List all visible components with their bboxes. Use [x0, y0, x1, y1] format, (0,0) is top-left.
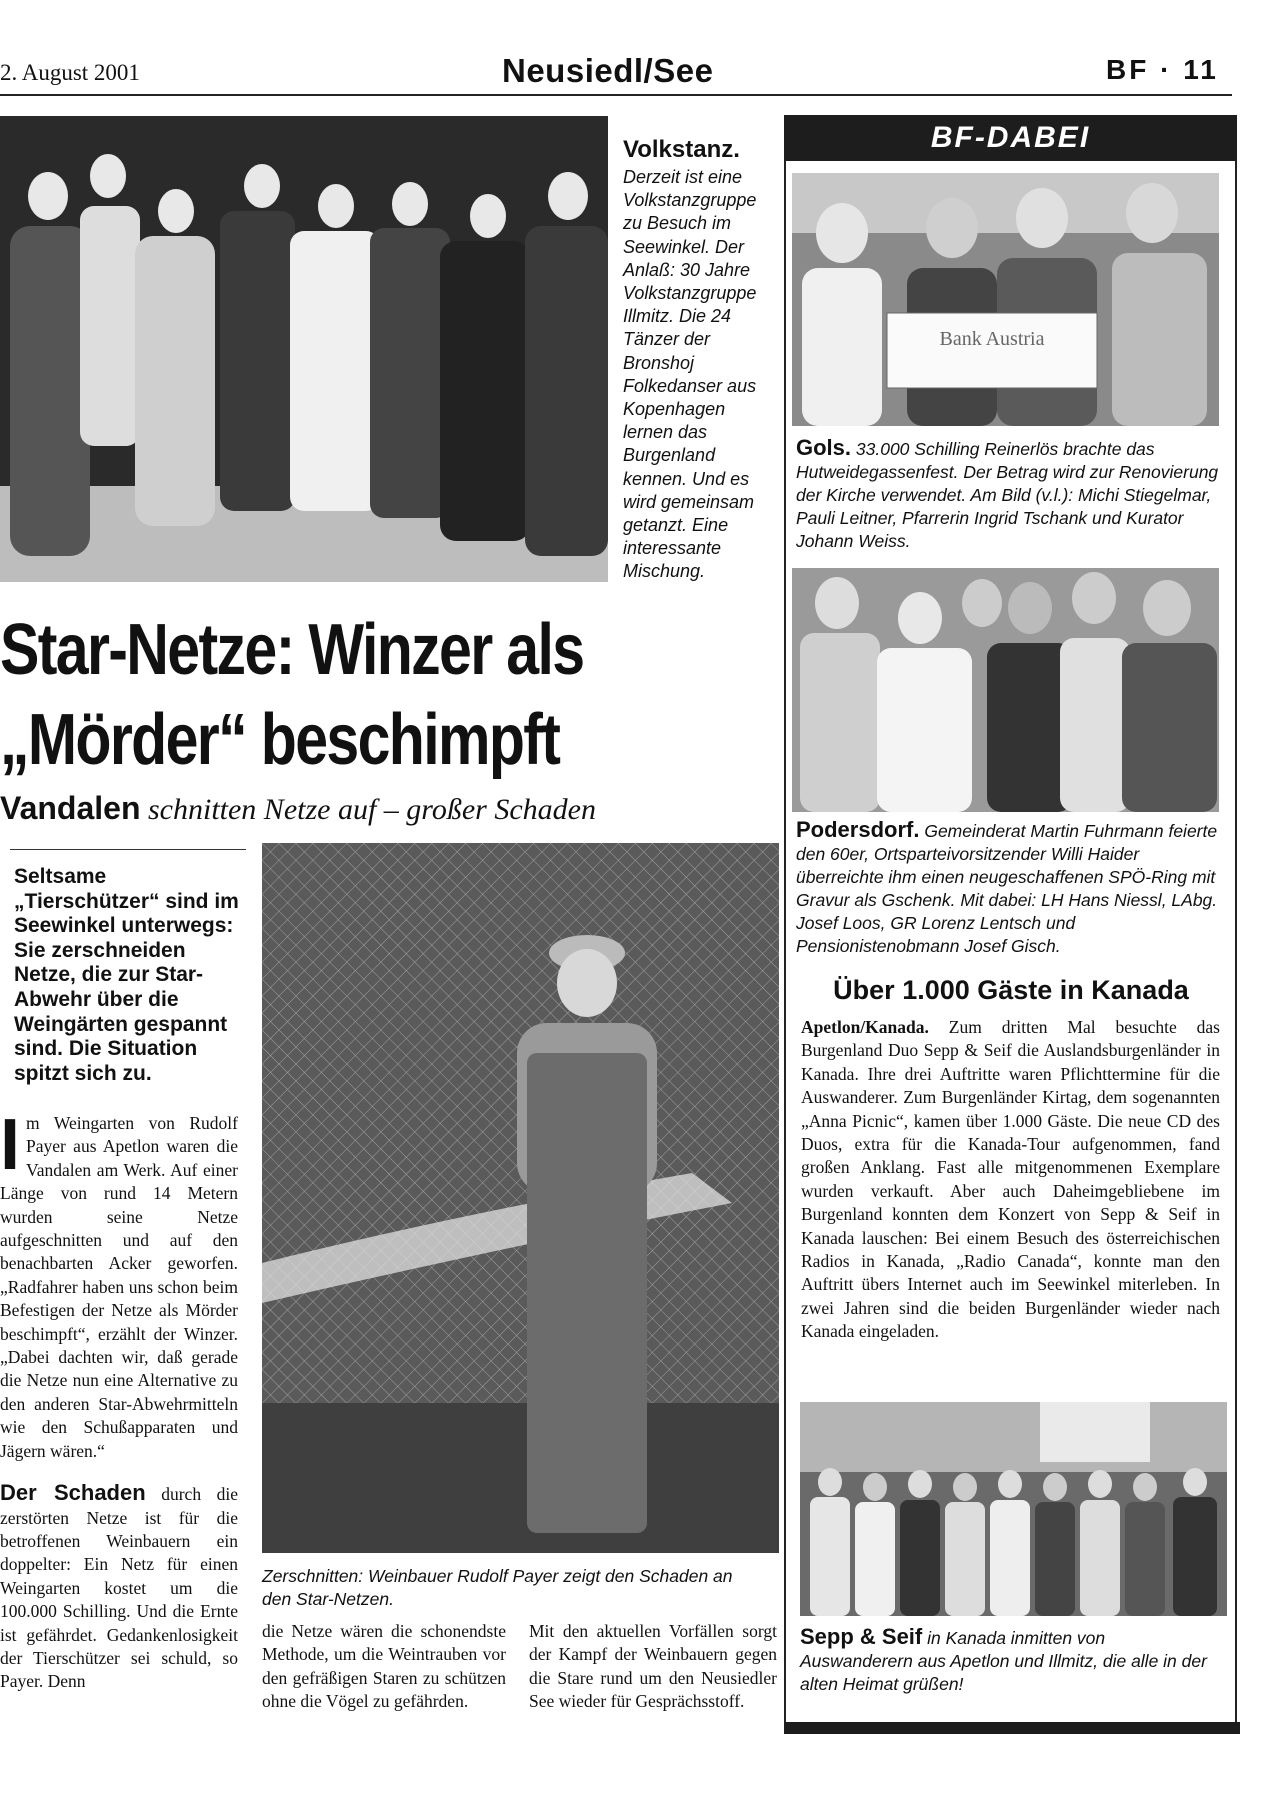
sepp-seif-caption	[800, 1625, 1220, 1696]
issue-date: 2. August 2001	[0, 60, 140, 85]
article-column-3: Mit den aktuellen Vorfällen sorgt der Kampf der Weinbauern gegen die Stare rund um den Neusiedler See wieder für Gesprächsstoff.	[529, 1621, 777, 1712]
gols-caption	[796, 436, 1226, 553]
bf-dabei-title: BF-DABEI	[784, 115, 1237, 161]
sepp-seif-text: in Kanada inmitten von Auswanderern aus Apetlon und Illmitz, die alle in der alten Heimat grüßen!	[800, 1628, 1207, 1694]
subhead-bold: Vandalen	[0, 790, 141, 826]
article-paragraph-2-block	[0, 1481, 238, 1694]
kanada-article	[801, 1016, 1220, 1344]
schaden-lead: Der Schaden	[0, 1480, 146, 1506]
article-column-1	[0, 1105, 238, 1694]
article-paragraph-1: m Weingarten von Rudolf Payer aus Apetlon waren die Vandalen am Werk. Auf einer Länge von rund 14 Metern wurden seine Netze aufgeschnitten und auf den benachbarten Acker geworfen. „Radfahrer haben uns schon beim Befestigen der Netze als Mörder beschimpft“, erzählt der Winzer. „Dabei dachten wir, daß gerade die Netze nun eine Alternative zu den anderen Star-Abwehrmitteln wie den Schußapparaten und Jägern wären.“	[0, 1113, 238, 1461]
sidebar-bottom-rule	[784, 1722, 1240, 1734]
volkstanz-caption	[623, 136, 773, 584]
subhead-italic: schnitten Netze auf – großer Schaden	[140, 793, 596, 826]
page-number: BF · 11	[1106, 54, 1219, 85]
drop-cap: I	[0, 1105, 21, 1185]
kanada-lead: Apetlon/Kanada.	[801, 1017, 929, 1037]
sepp-seif-photo	[800, 1402, 1227, 1616]
podersdorf-lead: Podersdorf.	[796, 817, 920, 842]
winemaker-photo	[262, 843, 779, 1553]
gols-text: 33.000 Schilling Reinerlös brachte das Hutweidegassenfest. Der Betrag wird zur Renovierung der Kirche verwendet. Am Bild (v.l.): Michi Stiegelmar, Pauli Leitner, Pfarrerin Ingrid Tschank und Kurator Johann Weiss.	[796, 439, 1219, 551]
subhead-rule	[10, 849, 246, 850]
kanada-headline: Über 1.000 Gäste in Kanada	[833, 975, 1189, 1005]
gols-lead: Gols.	[796, 435, 852, 460]
podersdorf-caption	[796, 818, 1226, 958]
article-intro: Seltsame „Tierschützer“ sind im Seewinkel unterwegs: Sie zerschneiden Netze, die zur Star-Abwehr über die Weingärten gespannt sind. Die Situation spitzt sich zu.	[14, 865, 239, 1085]
podersdorf-text: Gemeinderat Martin Fuhrmann feierte den 60er, Ortsparteivorsitzender Willi Haider überreichte ihm einen neugeschaffenen SPÖ-Ring mit Gravur als Gschenk. Mit dabei: LH Hans Niessl, LAbg. Josef Loos, GR Lorenz Lentsch und Pensionistenobmann Josef Gisch.	[796, 821, 1218, 956]
gols-photo	[792, 173, 1219, 426]
kanada-text: Zum dritten Mal besuchte das Burgenland Duo Sepp & Seif die Auslandsburgenländer in Kanada. Ihre drei Auftritte waren Pflichttermine für die Auswanderer. Zum Burgenländer Kirtag, dem sogenannten „Anna Picnic“, kamen über 1.000 Gäste. Die neue CD des Duos, extra für die Kanada-Tour aufgenommen, fand großen Anklang. Fast alle mitgenommenen Exemplare wurden verkauft. Aber auch Daheimgebliebene im Burgenland konnten dem Konzert von Sepp & Seif in Kanada lauschen: Bei einem Besuch des österreichischen Radios in Kanada, „Radio Canada“, konnte man den Auftritt übers Internet auch im Seewinkel miterleben. In zwei Jahren sind die beiden Burgenländer wieder nach Kanada eingeladen.	[801, 1017, 1220, 1342]
section-title: Neusiedl/See	[502, 52, 714, 89]
winemaker-photo-caption: Zerschnitten: Weinbauer Rudolf Payer zeigt den Schaden an den Star-Netzen.	[262, 1566, 733, 1609]
headline-line-1: Star-Netze: Winzer als	[0, 610, 584, 690]
volkstanz-caption-text: Derzeit ist eine Volkstanzgruppe zu Besuch im Seewinkel. Der Anlaß: 30 Jahre Volkstanzgruppe Illmitz. Die 24 Tänzer der Bronshoj Folkedanser aus Kopenhagen lernen das Burgenland kennen. Und es wird gemeinsam getanzt. Eine interessante Mischung.	[623, 167, 757, 582]
check-text: Bank Austria	[939, 328, 1045, 350]
podersdorf-photo	[792, 568, 1219, 812]
volkstanz-photo	[0, 116, 608, 582]
volkstanz-caption-lead: Volkstanz.	[623, 136, 740, 163]
headline-line-2: „Mörder“ beschimpft	[0, 700, 560, 780]
article-subheadline	[0, 790, 596, 827]
article-headline	[0, 605, 583, 785]
header-rule	[0, 94, 1232, 96]
article-column-2: die Netze wären die schonendste Methode, um die Weintrauben vor den gefräßigen Staren zu schützen ohne die Vögel zu gefährden.	[262, 1621, 506, 1712]
sepp-seif-lead: Sepp & Seif	[800, 1624, 923, 1649]
article-paragraph-2: durch die zerstörten Netze ist für die betroffenen Weinbauern ein doppelter: Ein Netz für einen Weingarten kostet um die 100.000 Schilling. Und die Ernte ist gefährdet. Gedankenlosigkeit der Tierschützer sei schuld, so Payer. Denn	[0, 1484, 238, 1692]
